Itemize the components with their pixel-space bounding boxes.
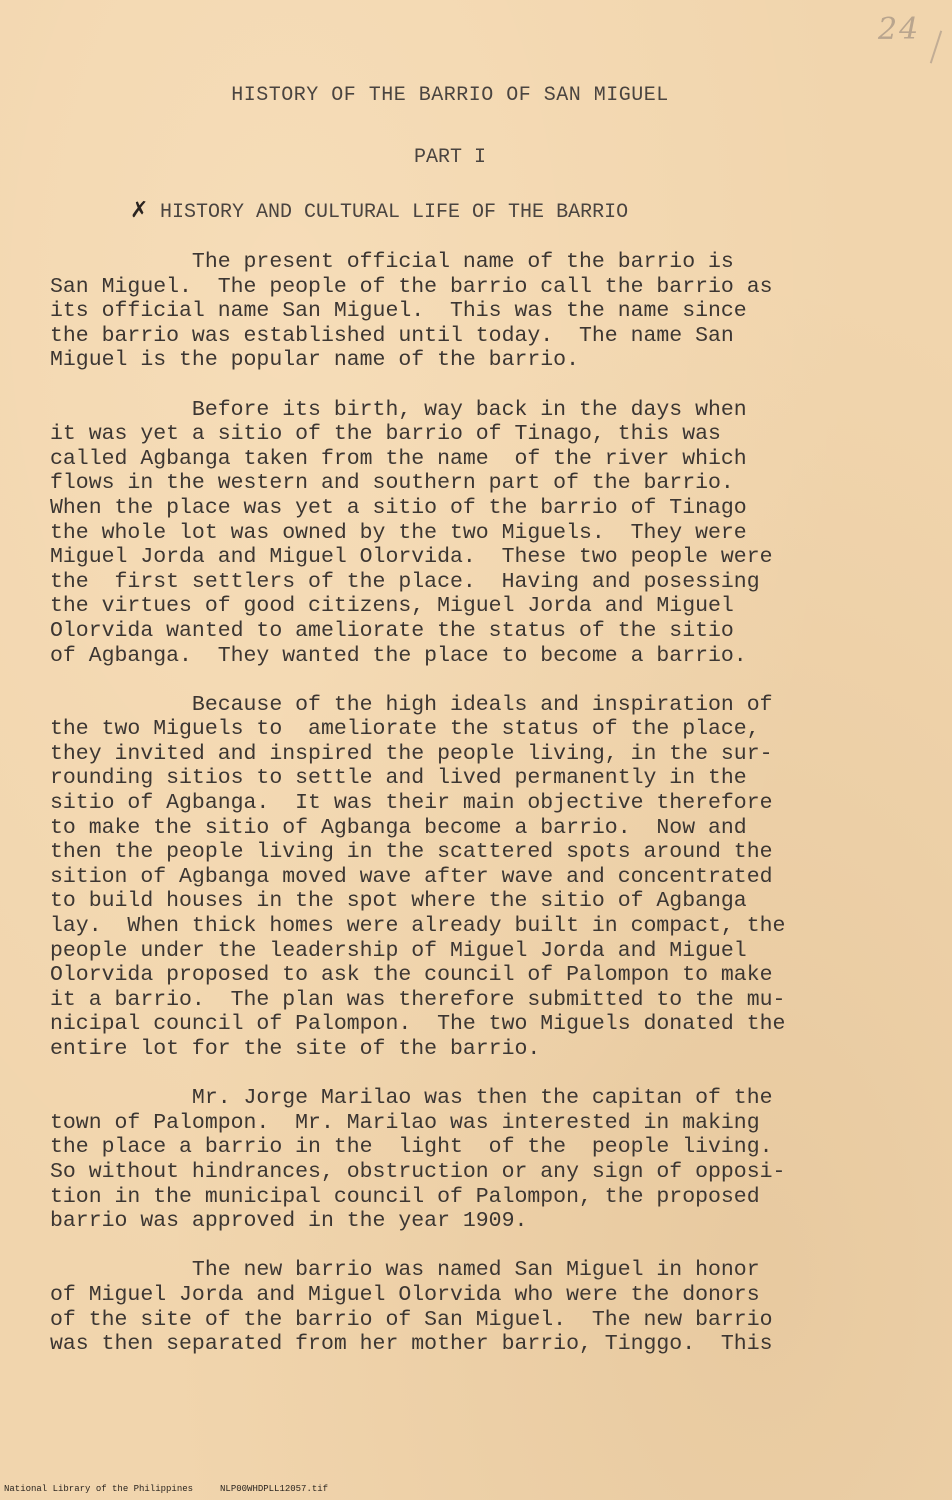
paragraph: The new barrio was named San Miguel in honor of Miguel Jorda and Miguel Olorvida who were the donors of the site of the barrio of San Miguel. The new barrio was then separated from her mother barrio, Tinggo. This: [50, 1258, 773, 1357]
handwritten-page-number: 24: [878, 12, 921, 47]
corner-pencil-mark: [930, 31, 942, 64]
section-heading: HISTORY AND CULTURAL LIFE OF THE BARRIO: [160, 201, 629, 224]
paragraph: Because of the high ideals and inspiration of the two Miguels to ameliorate the status of the place, they invited and inspired the people living, in the sur- rounding sitios to settle and lived permanently in the sitio of Agbanga. It was their main objective therefore to make the sitio of Agbanga become a barrio. Now and then the people living in the scattered spots around the sition of Agbanga moved wave after wave and concentrated to build houses in the spot where the sitio of Agbanga lay. When thick homes were already built in compact, the people under the leadership of Miguel Jorda and Miguel Olorvida proposed to ask the council of Palompon to make it a barrio. The plan was therefore submitted to the mu- nicipal council of Palompon. The two Miguels donated the entire lot for the site of the barrio.: [50, 692, 786, 1061]
body-text: [50, 250, 900, 1381]
part-heading: PART I: [413, 146, 486, 169]
handwritten-check-mark-icon: ✗: [130, 198, 149, 223]
document-title: HISTORY OF THE BARRIO OF SAN MIGUEL: [231, 84, 669, 107]
paragraph: Before its birth, way back in the days when it was yet a sitio of the barrio of Tinago, this was called Agbanga taken from the name of the river which flows in the western and southern part of the barrio. When the place was yet a sitio of the barrio of Tinago the whole lot was owned by the two Miguels. They were Miguel Jorda and Miguel Olorvida. These two people were the first settlers of the place. Having and posessing the virtues of good citizens, Miguel Jorda and Miguel Olorvida wanted to ameliorate the status of the sitio of Agbanga. They wanted the place to become a barrio.: [50, 397, 773, 668]
paragraph: The present official name of the barrio is San Miguel. The people of the barrio call the barrio as its official name San Miguel. This was the name since the barrio was established until today. The name San Miguel is the popular name of the barrio.: [50, 250, 773, 373]
scan-footer: National Library of the Philippines NLP00WHDPLL12057.tif: [4, 1484, 329, 1494]
section-heading-row: [130, 198, 628, 224]
paragraph: Mr. Jorge Marilao was then the capitan of the town of Palompon. Mr. Marilao was interested in making the place a barrio in the light of the people living. So without hindrances, obstruction or any sign of opposi- tion in the municipal council of Palompon, the proposed barrio was approved in the year 1909.: [50, 1086, 786, 1234]
